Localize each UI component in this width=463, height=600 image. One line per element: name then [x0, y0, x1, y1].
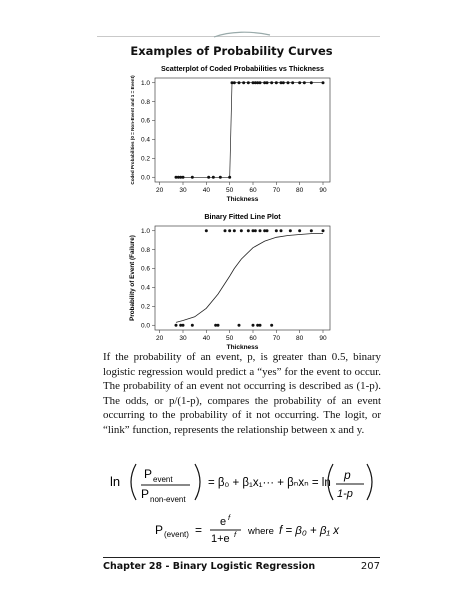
data-point — [247, 81, 250, 84]
fraction-denominator-sub: non-event — [150, 495, 186, 504]
data-point — [275, 229, 278, 232]
data-point — [233, 81, 236, 84]
data-point — [291, 81, 294, 84]
logit-formula — [108, 460, 378, 506]
data-point — [191, 324, 194, 327]
plot-frame — [155, 78, 330, 182]
ln-left: ln — [110, 474, 121, 489]
y-tick-label: 0.0 — [140, 174, 150, 182]
x-tick-label: 90 — [319, 187, 327, 194]
header-ornament — [212, 27, 272, 41]
data-point — [266, 229, 269, 232]
data-point — [259, 229, 262, 232]
prob-denominator: 1+e — [211, 533, 230, 545]
paren-close-left — [195, 464, 200, 500]
data-point — [228, 176, 231, 179]
data-point — [240, 229, 243, 232]
y-tick-label: 0.4 — [140, 284, 150, 292]
data-point — [259, 324, 262, 327]
data-point — [219, 176, 222, 179]
y-tick-label: 1.0 — [140, 227, 150, 235]
fitted-line-chart — [125, 210, 335, 350]
prob-lhs: P — [155, 523, 164, 537]
chart-title: Binary Fitted Line Plot — [204, 212, 281, 221]
data-point — [287, 81, 290, 84]
data-point — [254, 229, 257, 232]
data-point — [275, 81, 278, 84]
data-point — [207, 176, 210, 179]
x-tick-label: 50 — [226, 335, 234, 342]
fraction-numerator-sub: event — [153, 475, 173, 484]
probability-formula — [155, 514, 355, 546]
data-point — [266, 81, 269, 84]
y-tick-label: 0.2 — [140, 303, 150, 311]
data-point — [233, 229, 236, 232]
data-point — [298, 81, 301, 84]
data-point — [322, 229, 325, 232]
x-tick-label: 80 — [296, 335, 304, 342]
x-tick-label: 40 — [202, 335, 210, 342]
y-tick-label: 0.2 — [140, 155, 150, 163]
data-point — [303, 81, 306, 84]
y-axis-label: Coded Probabilities (0 = Non-Event and 1 = Event) — [130, 75, 135, 185]
x-axis-label: Thickness — [226, 344, 259, 350]
x-tick-label: 90 — [319, 335, 327, 342]
prob-denominator-sup: f — [234, 530, 237, 539]
data-point — [280, 229, 283, 232]
data-point — [252, 324, 255, 327]
prob-numerator: e — [220, 516, 227, 528]
data-point — [310, 81, 313, 84]
section-title: Examples of Probability Curves — [130, 44, 333, 58]
y-tick-label: 0.8 — [140, 98, 150, 106]
data-point — [247, 229, 250, 232]
prob-lhs-sub: (event) — [164, 530, 189, 539]
prob-numerator-sup: f — [228, 514, 231, 522]
data-point — [289, 229, 292, 232]
x-tick-label: 30 — [179, 187, 187, 194]
connecting-line — [176, 83, 323, 178]
plot-frame — [155, 226, 330, 330]
fitted-curve — [176, 234, 323, 323]
data-point — [282, 81, 285, 84]
data-point — [224, 229, 227, 232]
chart-title: Scatterplot of Coded Probabilities vs Thickness — [161, 64, 324, 73]
x-tick-label: 50 — [226, 187, 234, 194]
y-tick-label: 0.4 — [140, 136, 150, 144]
data-point — [298, 229, 301, 232]
data-point — [175, 324, 178, 327]
prob-where: where — [248, 526, 274, 537]
data-point — [242, 81, 245, 84]
footer-chapter-title: Chapter 28 - Binary Logistic Regression — [103, 561, 316, 572]
odds-denominator: 1-p — [337, 488, 353, 500]
body-paragraph: If the probability of an event, p, is greater than 0.5, binary logistic regression would predict a “yes” for the event to occur. The probability of an event not occurring is described as (1-p). The odds, or p/(1-p), compares the probability of an event occurring to the probability of it not occurring. The logit, or “link” function, represents the relationship between x and y. — [103, 351, 381, 436]
y-tick-label: 0.6 — [140, 265, 150, 273]
data-point — [270, 81, 273, 84]
page-number: 207 — [360, 561, 380, 572]
data-point — [182, 324, 185, 327]
fraction-denominator: P — [141, 487, 150, 501]
y-tick-label: 1.0 — [140, 79, 150, 87]
y-tick-label: 0.8 — [140, 246, 150, 254]
prob-rhs: f = β₀ + β₁ x — [279, 525, 339, 537]
x-tick-label: 60 — [249, 187, 257, 194]
x-tick-label: 20 — [156, 187, 164, 194]
data-point — [270, 324, 273, 327]
data-point — [212, 176, 215, 179]
x-tick-label: 70 — [272, 335, 280, 342]
x-tick-label: 70 — [272, 187, 280, 194]
data-point — [205, 229, 208, 232]
x-tick-label: 60 — [249, 335, 257, 342]
data-point — [182, 176, 185, 179]
data-point — [310, 229, 313, 232]
x-tick-label: 20 — [156, 335, 164, 342]
prob-equals: = — [195, 523, 203, 537]
x-tick-label: 40 — [202, 187, 210, 194]
x-tick-label: 30 — [179, 335, 187, 342]
data-point — [238, 324, 241, 327]
y-axis-label: Probability of Event (Failure) — [129, 235, 136, 321]
data-point — [322, 81, 325, 84]
y-tick-label: 0.0 — [140, 322, 150, 330]
x-tick-label: 80 — [296, 187, 304, 194]
x-axis-label: Thickness — [226, 196, 259, 202]
rhs-terms: = β₀ + β₁x₁··· + βₙxₙ = ln — [208, 477, 331, 489]
paren-open-left — [131, 464, 136, 500]
data-point — [259, 81, 262, 84]
scatterplot-chart — [125, 62, 335, 202]
y-tick-label: 0.6 — [140, 117, 150, 125]
data-point — [228, 229, 231, 232]
data-point — [217, 324, 220, 327]
data-point — [238, 81, 241, 84]
odds-numerator: p — [344, 468, 351, 482]
fraction-numerator: P — [144, 467, 153, 481]
footer-rule — [103, 557, 380, 558]
data-point — [191, 176, 194, 179]
paren-close-right — [367, 464, 372, 500]
